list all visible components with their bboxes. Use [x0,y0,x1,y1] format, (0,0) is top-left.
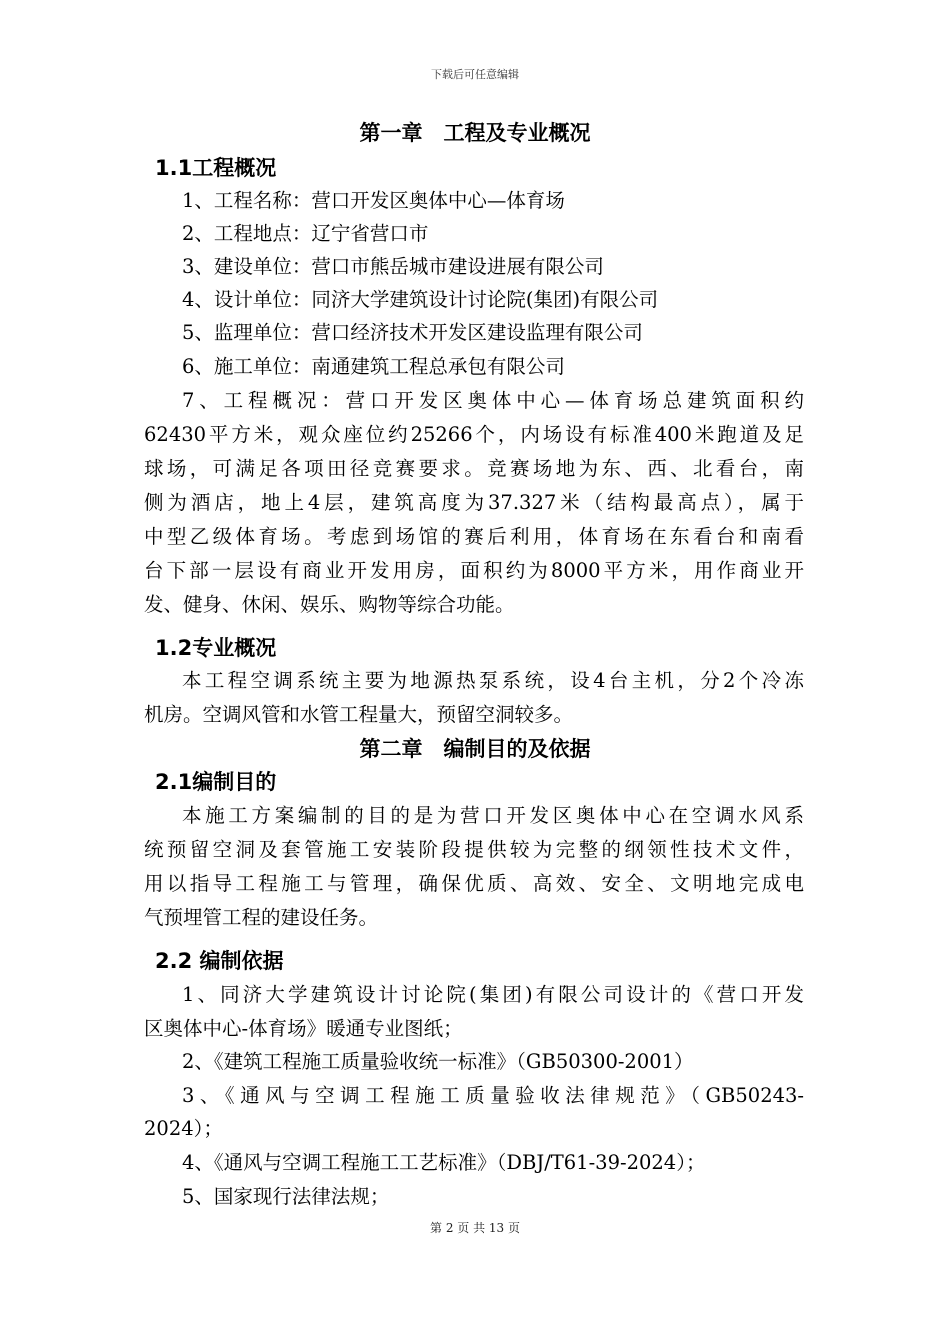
purpose-line: 统预留空洞及套管施工安装阶段提供较为完整的纲领性技术文件， [144,838,804,861]
chapter-1-title: 第一章 工程及专业概况 [359,121,591,145]
basis-line: 2024）； [144,1117,223,1140]
specialty-line: 机房。空调风管和水管工程量大，预留空洞较多。 [144,703,574,726]
basis-line: 4、《通风与空调工程施工工艺标准》（DBJ/T61-39-2024）； [182,1151,706,1174]
project-item-supervisor: 5、监理单位：营口经济技术开发区建设监理有限公司 [182,321,643,344]
project-item-owner: 3、建设单位：营口市熊岳城市建设进展有限公司 [182,255,604,278]
project-item-contractor: 6、施工单位：南通建筑工程总承包有限公司 [182,355,565,378]
section-2-2-title: 2.2 编制依据 [155,949,284,973]
overview-line: 侧为酒店，地上4层，建筑高度为37.327米（结构最高点），属于 [144,491,804,514]
page-footer: 第 2 页 共 13 页 [430,1221,520,1235]
project-item-name: 1、工程名称：营口开发区奥体中心—体育场 [182,189,565,212]
basis-line: 3、《通风与空调工程施工质量验收法律规范》（GB50243- [182,1084,804,1107]
purpose-line: 用以指导工程施工与管理，确保优质、高效、安全、文明地完成电 [144,872,804,895]
overview-line: 中型乙级体育场。考虑到场馆的赛后利用，体育场在东看台和南看 [144,525,804,548]
section-2-1-title: 2.1编制目的 [155,770,277,794]
basis-line: 2、《建筑工程施工质量验收统一标准》（GB50300-2001） [182,1050,694,1073]
purpose-line: 气预埋管工程的建设任务。 [144,906,379,929]
overview-line: 62430平方米，观众座位约25266个，内场设有标准400米跑道及足 [144,423,804,446]
basis-line: 区奥体中心-体育场》暖通专业图纸； [144,1017,463,1040]
section-1-1-title: 1.1工程概况 [155,156,277,180]
overview-line: 球场，可满足各项田径竞赛要求。竞赛场地为东、西、北看台，南 [144,457,804,480]
header-note: 下载后可任意编辑 [431,68,519,81]
specialty-line: 本工程空调系统主要为地源热泵系统，设4台主机，分2个冷冻 [182,669,804,692]
chapter-2-title: 第二章 编制目的及依据 [359,737,591,761]
section-1-2-title: 1.2专业概况 [155,636,277,660]
project-item-designer: 4、设计单位：同济大学建筑设计讨论院(集团)有限公司 [182,288,659,311]
overview-line: 发、健身、休闲、娱乐、购物等综合功能。 [144,593,515,616]
basis-line: 5、国家现行法律法规； [182,1185,390,1208]
overview-line: 7、工程概况：营口开发区奥体中心—体育场总建筑面积约 [182,389,804,412]
purpose-line: 本施工方案编制的目的是为营口开发区奥体中心在空调水风系 [182,804,804,827]
basis-line: 1、同济大学建筑设计讨论院(集团)有限公司设计的《营口开发 [182,983,804,1006]
overview-line: 台下部一层设有商业开发用房，面积约为8000平方米，用作商业开 [144,559,804,582]
project-item-location: 2、工程地点：辽宁省营口市 [182,222,429,245]
